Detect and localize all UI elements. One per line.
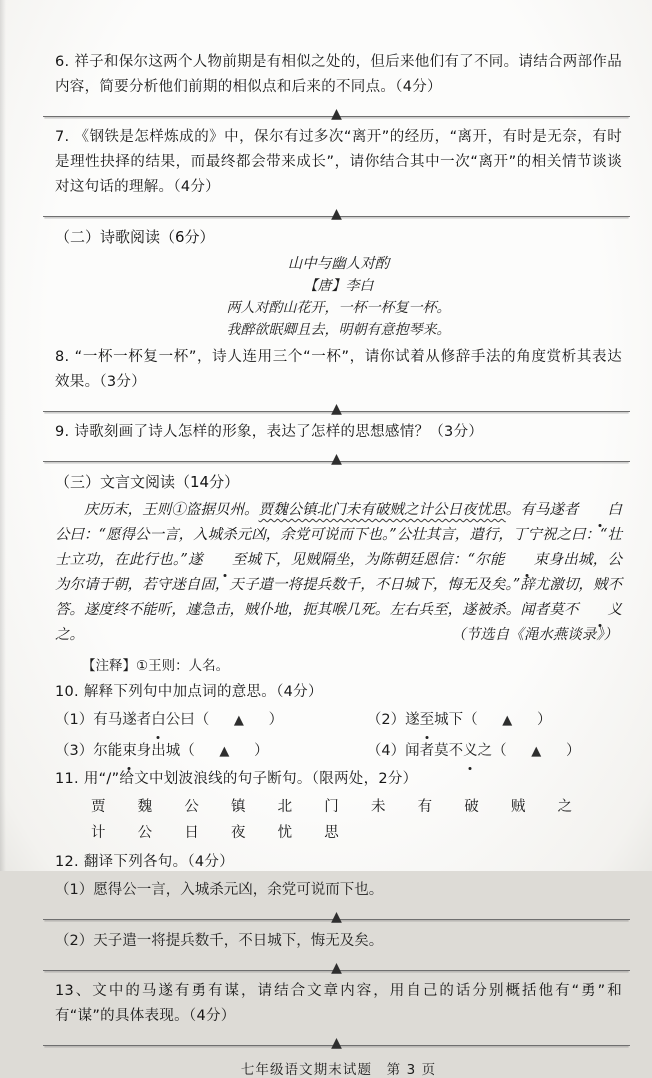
answer-marker-triangle: ▲ — [331, 909, 342, 925]
answer-marker-triangle: ▲ — [331, 1035, 342, 1051]
item-text: 闻者莫不 — [405, 743, 464, 759]
q10-item-4 — [367, 736, 622, 767]
poem-line: 我醉欲眠卿且去，明朝有意抱琴来。 — [226, 322, 451, 338]
paren-close: ） — [254, 743, 269, 759]
q10-item-3 — [55, 736, 367, 767]
answer-marker-triangle: ▲ — [331, 451, 342, 467]
item-number: （1） — [55, 712, 94, 728]
paren-close: ） — [565, 743, 581, 759]
answer-marker-triangle: ▲ — [502, 713, 513, 728]
question-7: 7. 《钢铁是怎样炼成的》中，保尔有过多次“离开”的经历，“离开，有时是无奈，有时是理性抉择的结果，而最终都会带来成长”，请你结合其中一次“离开”的相关情节谈谈对这句话的理解。（4分） — [55, 129, 622, 195]
paren-open: （ — [194, 712, 210, 728]
poem-author: 【唐】李白 — [303, 278, 374, 294]
answer-marker-triangle: ▲ — [233, 713, 244, 728]
passage-text: 城下，见贼隔坐，为陈朝廷恩信：“尔能 — [246, 552, 505, 568]
paren-open: （ — [180, 743, 195, 759]
emphasis-dotted-char: 至 — [420, 705, 435, 735]
answer-marker-triangle: ▲ — [331, 106, 342, 122]
question-10-items — [55, 705, 622, 767]
question-6: 6. 祥子和保尔这两个人物前期是有相似之处的，但后来他们有了不同。请结合两部作品内容，简要分析他们前期的相似点和后来的不同点。（4分） — [55, 54, 622, 95]
answer-marker-triangle: ▲ — [331, 206, 342, 222]
question-12-head: 12. 翻译下列各句。（4分） — [55, 854, 234, 870]
question-9: 9. 诗歌刻画了诗人怎样的形象，表达了怎样的思想感情？（3分） — [55, 424, 484, 440]
answer-marker-triangle: ▲ — [331, 960, 342, 976]
passage-text: 。有马遂者 — [505, 502, 579, 518]
paren-close: ） — [268, 712, 284, 728]
section-title-poetry: （二）诗歌阅读（6分） — [55, 228, 215, 246]
emphasis-dotted-char: 束 — [122, 736, 137, 766]
answer-rule-q6 — [43, 101, 630, 122]
paren-open: （ — [463, 712, 478, 728]
emphasis-dotted-char: 束 — [505, 548, 549, 573]
paren-open: （ — [492, 743, 507, 759]
emphasis-dotted-char: 白 — [579, 498, 623, 523]
emphasis-dotted-char: 至 — [203, 548, 247, 573]
answer-marker-triangle: ▲ — [531, 744, 542, 759]
question-13: 13、文中的马遂有勇有谋，请结合文章内容，用自己的话分别概括他有“勇”和有“谋”的具体表现。（4分） — [55, 983, 622, 1024]
passage-wavy-underlined: 贾魏公镇北门未有破贼之计公日夜忧思 — [258, 502, 506, 518]
poem-block — [55, 253, 622, 341]
answer-rule-q8 — [43, 396, 630, 417]
answer-rule-q12-1 — [43, 904, 630, 925]
poem-title: 山中与幽人对酌 — [287, 256, 390, 272]
passage-text: 之。 — [55, 627, 84, 643]
q12-sentence-2: （2）天子遣一将提兵数千，不日城下，悔无及矣。 — [55, 933, 384, 949]
footnote: 【注释】①王则：人名。 — [82, 658, 230, 674]
item-number: （3） — [55, 743, 94, 759]
question-11-head: 11. 用“/”给文中划波浪线的句子断句。（限两处，2分） — [55, 771, 418, 787]
item-text: 遂 — [405, 712, 420, 728]
poem-line: 两人对酌山花开，一杯一杯复一杯。 — [226, 300, 451, 316]
paren-close: ） — [536, 712, 552, 728]
emphasis-dotted-char: 义 — [579, 598, 623, 623]
q11-sentence-to-punctuate: 贾 魏 公 镇 北 门 未 有 破 贼 之 计 公 日 夜 忧 思 — [91, 799, 586, 841]
item-text: 尔能 — [93, 743, 123, 759]
item-number: （4） — [366, 743, 406, 759]
passage-text: 公曰：“愿得公一言，入城杀元凶，余党可说而下也。”公壮其言，遣行，丁宁祝之曰：“壮士立功，在此行也。”遂 — [55, 527, 622, 568]
answer-rule-q12-2 — [43, 955, 630, 976]
page-footer: 七年级语文期末试题 第 3 页 — [240, 1062, 437, 1078]
emphasis-dotted-char: 义 — [463, 736, 478, 766]
answer-marker-triangle: ▲ — [219, 744, 230, 759]
item-text: 之 — [477, 743, 493, 759]
item-text: 公曰 — [165, 712, 195, 728]
item-number: （2） — [366, 712, 406, 728]
q10-item-1 — [55, 705, 367, 736]
question-10-head: 10. 解释下列句中加点词的意思。（4分） — [55, 684, 323, 700]
passage-text: 庆历末，王则①盗据贝州。 — [84, 502, 259, 518]
q12-sentence-1: （1）愿得公一言，入城杀元凶，余党可说而下也。 — [55, 882, 384, 898]
section-title-classical: （三）文言文阅读（14分） — [55, 473, 240, 491]
item-text: 有马遂者 — [93, 712, 152, 728]
answer-marker-triangle: ▲ — [331, 401, 342, 417]
answer-rule-q13 — [43, 1030, 630, 1051]
passage-text: 身出城，公为尔请于朝，若守迷自固，天子遣一将提兵数千，不日城下，悔无及矣。”辞尤激切，贼不答。遂度终不能听，遽急击，贼仆地，扼其喉几死。左右兵至，遂被杀。闻者莫不 — [55, 552, 622, 618]
q10-item-2 — [367, 705, 622, 736]
passage-attribution: （节选自《渑水燕谈录》） — [451, 627, 618, 643]
question-8: 8. “一杯一杯复一杯”，诗人连用三个“一杯”，请你试着从修辞手法的角度赏析其表达效果。（3分） — [55, 349, 622, 390]
item-text: 城下 — [434, 712, 464, 728]
emphasis-dotted-char: 白 — [151, 705, 166, 735]
answer-rule-q7 — [43, 201, 630, 222]
item-text: 身出城 — [136, 743, 181, 759]
answer-rule-q9 — [43, 446, 630, 467]
